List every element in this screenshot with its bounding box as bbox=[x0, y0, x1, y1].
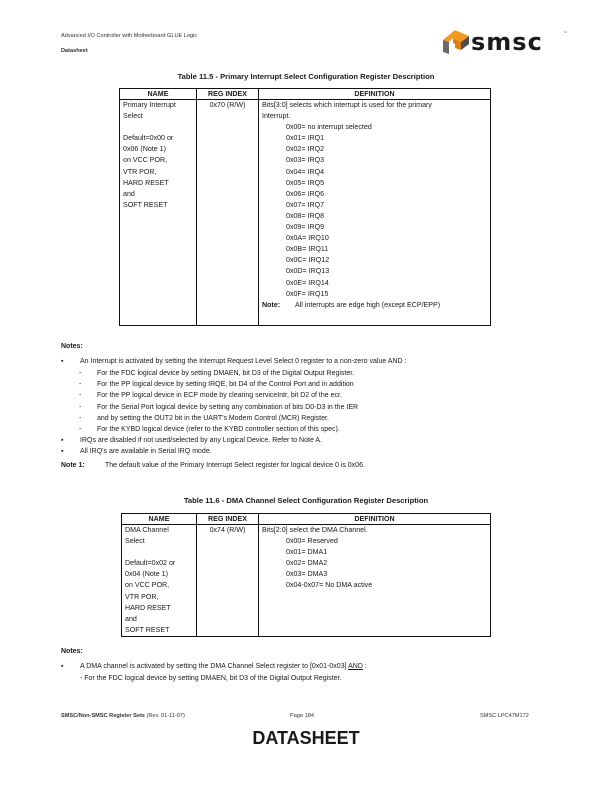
name-line: Select bbox=[123, 112, 143, 121]
definition-cell bbox=[259, 525, 491, 637]
table-header-row bbox=[122, 514, 491, 525]
note-sub-item: - For the PP logical device in ECP mode by clearing serviceIntr, bit D2 of the ecr. bbox=[79, 392, 342, 399]
reg-index-cell bbox=[197, 100, 259, 326]
name-line: 0x04 (Note 1) bbox=[125, 570, 168, 579]
definition-value: 0x04= IRQ4 bbox=[286, 167, 325, 176]
definition-intro: Interrupt. bbox=[262, 112, 291, 121]
sub-item-text: and by setting the OUT2 bit in the UART's Modem Control (MCR) Register. bbox=[97, 415, 329, 422]
definition-value: 0x07= IRQ7 bbox=[286, 200, 325, 209]
table-caption: Table 11.6 - DMA Channel Select Configuration Register Description bbox=[183, 496, 429, 505]
bullet-icon: ▪ bbox=[61, 448, 64, 455]
footer-left bbox=[61, 713, 185, 719]
note-text: All interrupts are edge high (except ECP/EPP) bbox=[295, 300, 441, 309]
bullet-icon: ▪ bbox=[61, 358, 64, 365]
name-line: HARD RESET bbox=[123, 178, 169, 187]
definition-intro: Bits[3:0] selects which interrupt is used for the primary bbox=[262, 101, 432, 109]
definition-value: 0x01= IRQ1 bbox=[286, 134, 325, 143]
table-row bbox=[122, 525, 491, 637]
name-line: VTR POR, bbox=[125, 592, 159, 601]
definition-value: 0x0B= IRQ11 bbox=[286, 245, 329, 254]
note-1-text: The default value of the Primary Interrupt Select register for logical device 0 is 0x06. bbox=[105, 462, 365, 469]
name-line: HARD RESET bbox=[125, 603, 171, 612]
sub-item-text: For the Serial Port logical device by setting any combination of bits D0-D3 in the IER bbox=[97, 404, 359, 411]
name-line bbox=[123, 122, 193, 133]
note-sub-item: - For the Serial Port logical device by setting any combination of bits D0-D3 in the IER bbox=[79, 404, 359, 411]
name-cell bbox=[122, 525, 197, 637]
reg-index-value: 0x74 (R/W) bbox=[209, 526, 246, 534]
note-sub-item: - For the FDC logical device by setting DMAEN, bit D3 of the Digital Output Register. bbox=[80, 675, 342, 682]
footer-revision: (Rev. 01-11-07) bbox=[144, 713, 185, 719]
name-line: 0x06 (Note 1) bbox=[123, 145, 166, 154]
table-caption: Table 11.5 - Primary Interrupt Select Configuration Register Description bbox=[177, 72, 435, 81]
note-sub-item: - For the KYBD logical device (refer to the KYBD controller section of this spec). bbox=[79, 426, 340, 433]
table-row bbox=[120, 100, 491, 326]
name-line: Default=0x00 or bbox=[123, 134, 174, 143]
footer-part-number: SMSC LPC47M172 bbox=[480, 713, 529, 719]
definition-value: 0x0A= IRQ10 bbox=[286, 234, 329, 243]
note-bullet bbox=[61, 663, 367, 670]
page-number: Page 184 bbox=[290, 713, 314, 719]
name-line: SOFT RESET bbox=[123, 200, 168, 209]
name-line: and bbox=[123, 189, 135, 198]
note-sub-item: - For the PP logical device by setting IRQE, bit D4 of the Control Port and in addition bbox=[79, 381, 354, 388]
note-1-label: Note 1: bbox=[61, 462, 85, 469]
note-bullet bbox=[61, 437, 322, 444]
name-line: on VCC POR, bbox=[123, 156, 168, 165]
sub-item-text: For the KYBD logical device (refer to the KYBD controller section of this spec). bbox=[97, 426, 340, 433]
document-type: Datasheet bbox=[61, 48, 88, 54]
name-line: and bbox=[125, 614, 137, 623]
note-sub-item: - For the FDC logical device by setting DMAEN, bit D3 of the Digital Output Register. bbox=[79, 370, 355, 377]
trademark-mark: ™ bbox=[563, 30, 567, 35]
name-line: SOFT RESET bbox=[125, 625, 170, 634]
definition-value: 0x09= IRQ9 bbox=[286, 223, 325, 232]
definition-value: 0x0C= IRQ12 bbox=[286, 256, 330, 265]
definition-value: 0x05= IRQ5 bbox=[286, 178, 325, 187]
note-bullet bbox=[61, 448, 212, 455]
sub-item-text: For the PP logical device in ECP mode by clearing serviceIntr, bit D2 of the ecr. bbox=[97, 392, 342, 399]
bullet-text: An Interrupt is activated by setting the Interrupt Request Level Select 0 register to a non-zero value AND : bbox=[80, 358, 407, 365]
definition-value: 0x01= DMA1 bbox=[286, 548, 328, 557]
column-header-reg-index: REG INDEX bbox=[197, 514, 259, 525]
table-header-row bbox=[120, 89, 491, 100]
column-header-name: NAME bbox=[122, 514, 197, 525]
document-title: Advanced I/O Controller with Motherboard GLUE Logic bbox=[61, 33, 198, 39]
name-line: Primary Interrupt bbox=[123, 101, 176, 109]
smsc-logo-icon bbox=[439, 26, 473, 58]
name-line: DMA Channel bbox=[125, 526, 169, 534]
note-label: Note: bbox=[262, 300, 281, 309]
bullet-text: A DMA channel is activated by setting the DMA Channel Select register to [0x01-0x03] bbox=[80, 663, 349, 670]
bullet-text-emphasis: AND bbox=[348, 663, 363, 670]
bullet-icon: ▪ bbox=[61, 437, 64, 444]
bullet-text: : bbox=[362, 663, 367, 670]
name-line: Default=0x02 or bbox=[125, 559, 176, 568]
definition-value: 0x03= DMA3 bbox=[286, 570, 328, 579]
definition-value: 0x03= IRQ3 bbox=[286, 156, 325, 165]
footer-section: SMSC/Non-SMSC Register Sets bbox=[61, 713, 145, 719]
name-line bbox=[125, 547, 193, 558]
definition-value: 0x0F= IRQ15 bbox=[286, 289, 329, 298]
sub-item-text: For the PP logical device by setting IRQE, bit D4 of the Control Port and in addition bbox=[97, 381, 354, 388]
reg-index-value: 0x70 (R/W) bbox=[209, 101, 246, 109]
dma-channel-table bbox=[121, 513, 491, 637]
column-header-definition: DEFINITION bbox=[259, 89, 491, 100]
datasheet-stamp: DATASHEET bbox=[252, 728, 360, 748]
primary-interrupt-table bbox=[119, 88, 491, 326]
definition-value: 0x00= no interrupt selected bbox=[286, 123, 372, 132]
name-line: VTR POR, bbox=[123, 167, 157, 176]
bullet-text: All IRQ's are available in Serial IRQ mode. bbox=[80, 448, 212, 455]
bullet-text: IRQs are disabled if not used/selected by any Logical Device. Refer to Note A. bbox=[80, 437, 323, 444]
name-line: on VCC POR, bbox=[125, 581, 170, 590]
column-header-reg-index: REG INDEX bbox=[197, 89, 259, 100]
definition-value: 0x02= DMA2 bbox=[286, 559, 328, 568]
definition-value: 0x00= Reserved bbox=[286, 537, 338, 546]
logo-wordmark: smsc bbox=[471, 28, 543, 56]
definition-intro: Bits[2:0] select the DMA Channel. bbox=[262, 526, 368, 534]
sub-item-text: For the FDC logical device by setting DMAEN, bit D3 of the Digital Output Register. bbox=[97, 370, 355, 377]
name-line: Select bbox=[125, 537, 145, 546]
smsc-logo bbox=[439, 26, 569, 60]
note-bullet bbox=[61, 358, 406, 365]
notes-heading: Notes: bbox=[61, 343, 83, 350]
definition-value: 0x04-0x07= No DMA active bbox=[286, 581, 373, 590]
definition-value: 0x0D= IRQ13 bbox=[286, 267, 330, 276]
definition-value: 0x06= IRQ6 bbox=[286, 189, 325, 198]
name-cell bbox=[120, 100, 197, 326]
definition-value: 0x0E= IRQ14 bbox=[286, 278, 329, 287]
definition-cell bbox=[259, 100, 491, 326]
note-1 bbox=[61, 462, 365, 469]
column-header-name: NAME bbox=[120, 89, 197, 100]
definition-value: 0x02= IRQ2 bbox=[286, 145, 325, 154]
notes-heading: Notes: bbox=[61, 648, 83, 655]
note-sub-item: - and by setting the OUT2 bit in the UART's Modem Control (MCR) Register. bbox=[79, 415, 329, 422]
reg-index-cell bbox=[197, 525, 259, 637]
bullet-icon: ▪ bbox=[61, 663, 64, 670]
column-header-definition: DEFINITION bbox=[259, 514, 491, 525]
definition-note bbox=[262, 300, 487, 311]
definition-value: 0x08= IRQ8 bbox=[286, 211, 325, 220]
